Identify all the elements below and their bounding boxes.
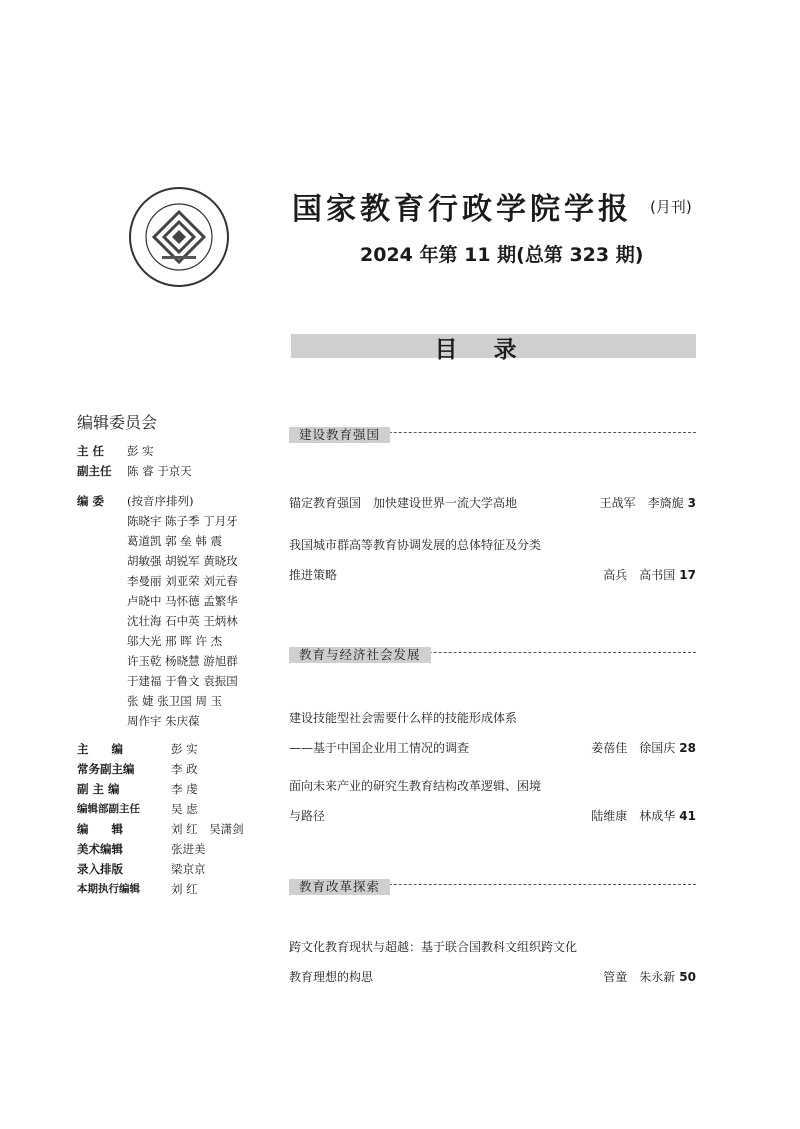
member-line: 张 婕 张卫国 周 玉 (127, 694, 223, 708)
staff-row (77, 859, 277, 879)
staff-row (77, 759, 277, 779)
member-line: 于建福 于鲁文 袁振国 (127, 674, 238, 688)
article-title-cont: 推进策略 (289, 568, 338, 582)
section-header (289, 644, 696, 660)
board-title: 编辑委员会 (77, 413, 158, 432)
section-label: 教育改革探索 (289, 879, 390, 895)
member-line: 陈晓宇 陈子季 丁月牙 (127, 514, 238, 528)
member-line: 邬大光 邢 晖 许 杰 (127, 634, 223, 648)
article-title-cont: 与路径 (289, 809, 326, 823)
issue-number: 2024 年第 11 期(总第 323 期) (360, 244, 644, 266)
staff-name: 张进美 (171, 842, 206, 856)
section-label: 建设教育强国 (289, 427, 390, 443)
article-title: 建设技能型社会需要什么样的技能形成体系 (289, 711, 518, 725)
board-name: 陈 睿 于京天 (127, 464, 192, 478)
staff-role: 编辑部副主任 (77, 803, 140, 815)
board-director-row (77, 441, 277, 461)
member-line: 许玉乾 杨晓慧 游旭群 (127, 654, 238, 668)
article-page: 50 (679, 970, 696, 984)
staff-name: 李 虔 (171, 782, 198, 796)
staff-name: 刘 红 吴潇剑 (171, 822, 244, 836)
board-vice-row (77, 461, 277, 481)
staff-role: 主 编 (77, 742, 123, 756)
member-line: 卢晓中 马怀德 孟繁华 (127, 594, 238, 608)
article-page: 3 (687, 496, 696, 510)
article-title: 面向未来产业的研究生教育结构改革逻辑、困境 (289, 779, 542, 793)
staff-row (77, 819, 277, 839)
toc-entry[interactable] (289, 938, 696, 988)
article-title-cont: 教育理想的构思 (289, 970, 374, 984)
board-role: 编 委 (77, 494, 105, 508)
journal-title: 国家教育行政学院学报 (292, 192, 632, 227)
members-note: (按音序排列) (127, 494, 194, 508)
staff-role: 美术编辑 (77, 842, 123, 856)
staff-row (77, 799, 277, 819)
staff-row (77, 739, 277, 759)
toc-entry[interactable] (289, 777, 696, 827)
staff-row (77, 779, 277, 799)
article-authors: 陆维康 林成华 (591, 809, 676, 823)
article-authors: 姜蓓佳 徐国庆 (591, 741, 676, 755)
article-authors: 高兵 高书国 (603, 568, 676, 582)
member-line: 胡敏强 胡锐军 黄晓玫 (127, 554, 238, 568)
staff-role: 本期执行编辑 (77, 883, 140, 895)
board-role: 主 任 (77, 444, 105, 458)
staff-role: 编 辑 (77, 822, 123, 836)
toc-entry[interactable] (289, 536, 696, 586)
member-list (127, 511, 277, 731)
section-header (289, 424, 696, 440)
section-header (289, 876, 696, 892)
article-page: 17 (679, 568, 696, 582)
staff-row (77, 839, 277, 859)
staff-name: 吴 虑 (171, 802, 198, 816)
article-page: 28 (679, 741, 696, 755)
article-title: 我国城市群高等教育协调发展的总体特征及分类 (289, 538, 542, 552)
member-line: 周作宇 朱庆葆 (127, 714, 200, 728)
article-title: 锚定教育强国 加快建设世界一流大学高地 (289, 496, 518, 510)
editorial-board (77, 413, 277, 899)
article-title: 跨文化教育现状与超越：基于联合国教科文组织跨文化 (289, 940, 578, 954)
member-line: 沈壮海 石中英 王炳林 (127, 614, 238, 628)
publication-frequency: (月刊) (650, 198, 692, 216)
article-authors: 管童 朱永新 (603, 970, 676, 984)
member-line: 李曼丽 刘亚荣 刘元春 (127, 574, 238, 588)
staff-role: 录入排版 (77, 862, 123, 876)
staff-name: 李 政 (171, 762, 198, 776)
staff-name: 刘 红 (171, 882, 198, 896)
board-members-row (77, 491, 277, 511)
member-line: 葛道凯 郭 垒 韩 震 (127, 534, 223, 548)
article-page: 41 (679, 809, 696, 823)
toc-entry[interactable] (289, 709, 696, 759)
article-authors: 王战军 李旖旎 (599, 496, 684, 510)
staff-name: 梁京京 (171, 862, 206, 876)
toc-header-bar (291, 334, 696, 363)
toc-entry[interactable] (289, 494, 696, 514)
academy-logo (128, 186, 230, 288)
board-role: 副主任 (77, 464, 112, 478)
board-name: 彭 实 (127, 444, 154, 458)
article-subtitle: ——基于中国企业用工情况的调查 (289, 741, 470, 755)
staff-role: 副 主 编 (77, 782, 120, 796)
staff-role: 常务副主编 (77, 762, 135, 776)
staff-name: 彭 实 (171, 742, 198, 756)
staff-row (77, 879, 277, 899)
section-label: 教育与经济社会发展 (289, 647, 431, 663)
toc-title: 目录 (434, 337, 553, 363)
